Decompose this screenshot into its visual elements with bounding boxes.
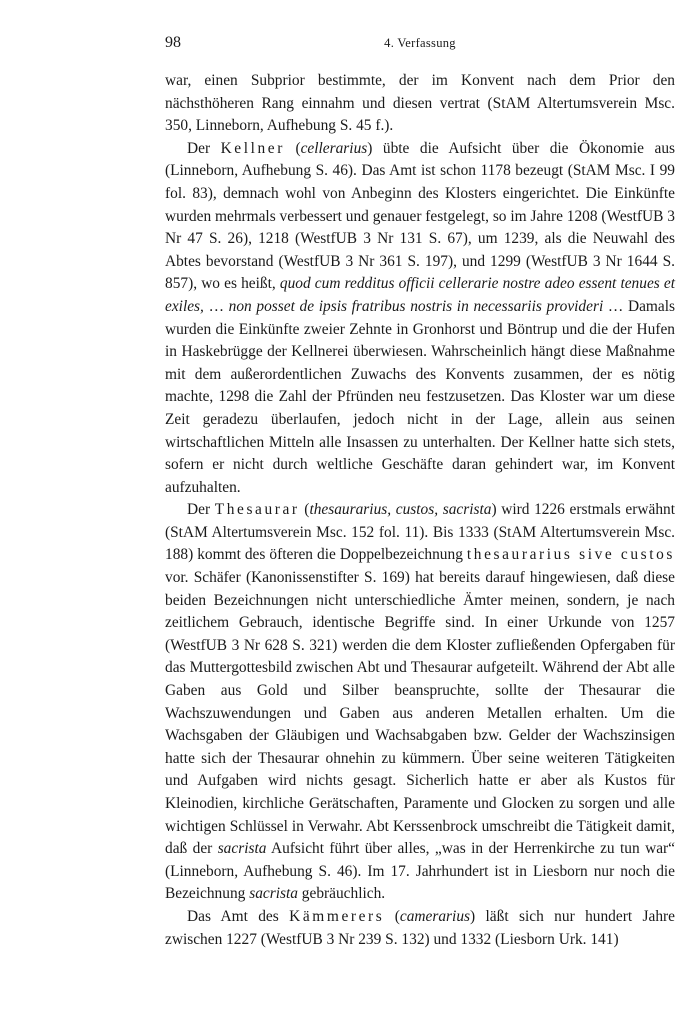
- text-run: … Damals wurden die Einkünfte zweier Zehnte in Gronhorst und Böntrup und die der Hufen in Haskebrügge der Kellnerei überwiesen. Wahrscheinlich hängt diese Maßnahme mit dem außerordentlichen Zuwachs des Konvents zusammen, der es nötig machte, 1298 die Zahl der Pfründen neu festzusetzen. Das Kloster war um diese Zeit geradezu überlaufen, jedoch nicht in der Lage, allein aus seinen wirtschaftlichen Mitteln alle Insassen zu unterhalten. Der Kellner hatte sich stets, sofern er nicht durch weltliche Geschäfte daran gehindert war, im Konvent aufzuhalten.: [165, 297, 675, 496]
- text-run: Aufsicht führt über alles, „was in der Herrenkirche zu tun war“ (Linneborn, Aufhebung S. 46). Im 17. Jahrhundert ist in Liesborn nur noch die Bezeichnung: [165, 840, 675, 903]
- text-run: war, einen Subprior bestimmte, der im Konvent nach dem Prior den nächsthöheren Rang einnahm und diesen vertrat (StAM Altertumsverein Msc. 350, Linneborn, Aufhebung S. 45 f.).: [165, 72, 675, 135]
- spaced-term: Kämmerers: [289, 907, 385, 925]
- text-run: (: [299, 501, 310, 519]
- paragraph: [165, 906, 675, 951]
- italic-term: non posset de ipsis fratribus nostris in necessariis provideri: [228, 297, 604, 315]
- page-header: [165, 34, 675, 54]
- text-run: ) läßt sich nur hundert Jahre zwischen 1227 (WestfUB 3 Nr 239 S. 132) und 1332 (Liesborn Urk. 141): [165, 907, 675, 948]
- spaced-term: thesaurarius sive custos: [466, 546, 675, 564]
- text-run: Der: [187, 501, 215, 519]
- body-text: [165, 70, 675, 951]
- text-run: …: [203, 297, 229, 315]
- spaced-term: Thesaurar: [214, 501, 300, 519]
- paragraph: [165, 138, 675, 500]
- text-run: ) wird 1226 erstmals erwähnt (StAM Altertumsverein Msc. 152 fol. 11). Bis 1333 (StAM Altertumsverein Msc. 188) kommt des öfteren die Doppelbezeichnung: [165, 501, 675, 564]
- spaced-term: Kellner: [220, 139, 285, 157]
- text-run: Das Amt des: [187, 907, 290, 925]
- page-number: 98: [165, 34, 181, 51]
- text-run: ) übte die Aufsicht über die Ökonomie aus (Linneborn, Aufhebung S. 46). Das Amt ist schon 1178 bezeugt (StAM Msc. I 99 fol. 83), demnach wohl von Anbeginn des Klosters eingerichtet. Die Einkünfte wurden mehrmals verbessert und genauer festgelegt, so im Jahre 1208 (WestfUB 3 Nr 47 S. 26), 1218 (WestfUB 3 Nr 131 S. 67), um 1239, als die Neuwahl des Abtes bevorstand (WestfUB 3 Nr 361 S. 197), und 1299 (WestfUB 3 Nr 1644 S. 857), wo es heißt,: [165, 139, 675, 293]
- text-run: vor. Schäfer (Kanonissenstifter S. 169) hat bereits darauf hingewiesen, daß diese beiden Bezeichnungen nicht unterschiedliche Ämter meinen, sondern, je nach zeitlichem Gebrauch, identische Begriffe sind. In einer Urkunde von 1257 (WestfUB 3 Nr 628 S. 321) werden die dem Kloster zufließenden Opfergaben für das Muttergottesbild zwischen Abt und Thesaurar aufgeteilt. Während der Abt alle Gaben aus Gold und Silber beanspruchte, sollte der Thesaurar die Wachszuwendungen und Gaben aus anderen Metallen erhalten. Um die Wachsgaben der Gläubigen und Wachsabgaben bzw. Gelder der Wachszinsigen hatte sich der Thesaurar ohnehin zu kümmern. Über seine weiteren Tätigkeiten und Aufgaben wird nichts gesagt. Sicherlich hatte er aber als Kustos für Kleinodien, kirchliche Gerätschaften, Paramente und Glocken zu sorgen und alle wichtigen Schlüssel in Verwahr. Abt Kerssenbrock umschreibt die Tätigkeit damit, daß der: [165, 569, 675, 858]
- italic-term: sacrista: [249, 885, 298, 903]
- text-run: (: [384, 907, 400, 925]
- paragraph: [165, 499, 675, 906]
- italic-term: cellerarius: [300, 139, 368, 157]
- italic-term: thesaurarius, custos, sacrista: [309, 501, 492, 519]
- text-run: gebräuchlich.: [297, 885, 386, 903]
- text-run: (: [284, 139, 301, 157]
- italic-term: camerarius: [399, 907, 470, 925]
- running-head: 4. Verfassung: [384, 36, 456, 50]
- text-run: Der: [187, 139, 221, 157]
- italic-term: quod cum redditus officii cellerarie nostre adeo essent tenues et exiles,: [165, 275, 676, 315]
- italic-term: sacrista: [217, 840, 267, 858]
- paragraph: [165, 70, 675, 138]
